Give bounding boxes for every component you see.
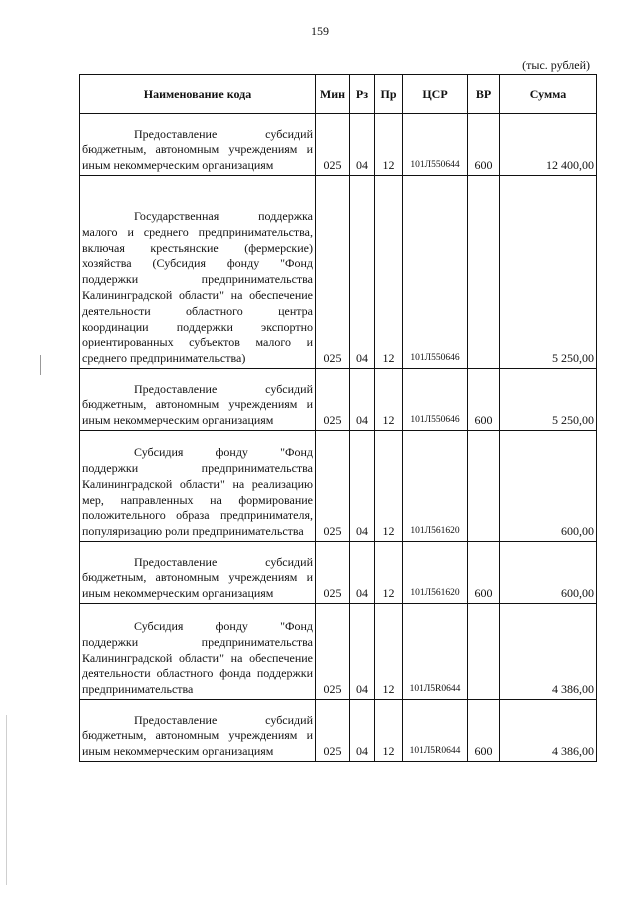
row-sum-cell: 5 250,00 [500, 176, 597, 369]
table-row [80, 114, 597, 176]
row-pr-cell: 12 [375, 114, 403, 176]
row-csr-cell: 101Л5R0644 [403, 604, 468, 700]
row-csr-cell: 101Л5R0644 [403, 700, 468, 762]
row-sum-cell: 4 386,00 [500, 700, 597, 762]
table-row [80, 176, 597, 369]
budget-table [79, 74, 597, 762]
row-name-text: Предоставление субсидий бюджетным, автономным учреждениям и иным некоммерческим организациям [82, 381, 313, 428]
header-csr: ЦСР [403, 75, 468, 114]
row-rz-cell: 04 [350, 542, 375, 604]
row-pr-cell: 12 [375, 604, 403, 700]
row-name-text: Предоставление субсидий бюджетным, автономным учреждениям и иным некоммерческим организациям [82, 126, 313, 173]
row-vr-cell [468, 604, 500, 700]
row-csr-cell: 101Л550644 [403, 114, 468, 176]
row-vr-cell [468, 431, 500, 542]
row-rz-cell: 04 [350, 604, 375, 700]
table-row [80, 542, 597, 604]
header-vr: ВР [468, 75, 500, 114]
row-name-text: Субсидия фонду "Фонд поддержки предпринимательства Калининградской области" на реализацию мер, направленных на формирование положительного образа предпринимателя, популяризацию роли предпринимательства [82, 445, 313, 539]
header-min: Мин [316, 75, 350, 114]
header-pr: Пр [375, 75, 403, 114]
row-min-cell: 025 [316, 604, 350, 700]
row-vr-cell: 600 [468, 700, 500, 762]
table-row [80, 431, 597, 542]
row-sum-cell: 4 386,00 [500, 604, 597, 700]
row-name-cell [80, 604, 316, 700]
row-name-text: Субсидия фонду "Фонд поддержки предпринимательства Калининградской области" на обеспечение деятельности областного фонда поддержки предпринимательства [82, 619, 313, 697]
row-name-cell [80, 431, 316, 542]
row-min-cell: 025 [316, 114, 350, 176]
row-rz-cell: 04 [350, 700, 375, 762]
row-rz-cell: 04 [350, 431, 375, 542]
row-name-cell [80, 114, 316, 176]
scan-artifact-mark [6, 715, 7, 885]
row-name-cell [80, 700, 316, 762]
row-min-cell: 025 [316, 700, 350, 762]
row-pr-cell: 12 [375, 176, 403, 369]
table-header-row [80, 75, 597, 114]
row-vr-cell: 600 [468, 369, 500, 431]
row-name-text: Предоставление субсидий бюджетным, автономным учреждениям и иным некоммерческим организациям [82, 554, 313, 601]
header-rz: Рз [350, 75, 375, 114]
table-row [80, 700, 597, 762]
row-vr-cell [468, 176, 500, 369]
scan-artifact-mark [40, 355, 41, 375]
row-csr-cell: 101Л561620 [403, 542, 468, 604]
row-csr-cell: 101Л550646 [403, 369, 468, 431]
row-sum-cell: 5 250,00 [500, 369, 597, 431]
row-min-cell: 025 [316, 176, 350, 369]
header-name: Наименование кода [80, 75, 316, 114]
row-name-text: Государственная поддержка малого и среднего предпринимательства, включая крестьянские (фермерские) хозяйства (Субсидия фонду "Фонд поддержки предпринимательства Калининградской области" на обеспечение деятельности областного центра координации поддержки экспортно ориентированных субъектов малого и среднего предпринимательства) [82, 209, 313, 366]
row-name-cell [80, 542, 316, 604]
row-pr-cell: 12 [375, 431, 403, 542]
row-name-cell [80, 176, 316, 369]
row-vr-cell: 600 [468, 114, 500, 176]
row-min-cell: 025 [316, 369, 350, 431]
header-sum: Сумма [500, 75, 597, 114]
row-pr-cell: 12 [375, 369, 403, 431]
row-csr-cell: 101Л561620 [403, 431, 468, 542]
row-rz-cell: 04 [350, 369, 375, 431]
row-pr-cell: 12 [375, 700, 403, 762]
row-sum-cell: 600,00 [500, 542, 597, 604]
units-label: (тыс. рублей) [522, 58, 590, 72]
row-min-cell: 025 [316, 542, 350, 604]
table-row [80, 604, 597, 700]
row-csr-cell: 101Л550646 [403, 176, 468, 369]
row-vr-cell: 600 [468, 542, 500, 604]
row-name-cell [80, 369, 316, 431]
table-row [80, 369, 597, 431]
row-min-cell: 025 [316, 431, 350, 542]
row-rz-cell: 04 [350, 114, 375, 176]
row-rz-cell: 04 [350, 176, 375, 369]
row-sum-cell: 600,00 [500, 431, 597, 542]
row-pr-cell: 12 [375, 542, 403, 604]
row-sum-cell: 12 400,00 [500, 114, 597, 176]
page-number: 159 [311, 24, 329, 38]
row-name-text: Предоставление субсидий бюджетным, автономным учреждениям и иным некоммерческим организациям [82, 712, 313, 759]
